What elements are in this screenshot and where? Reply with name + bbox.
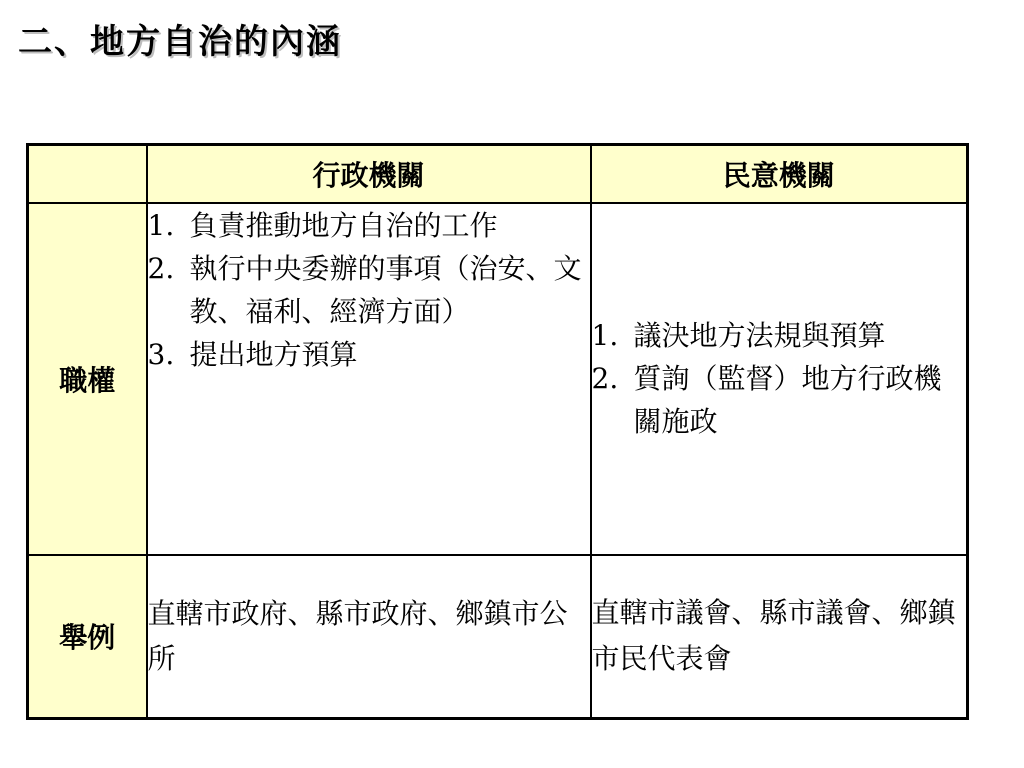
header-executive: 行政機關 xyxy=(147,145,591,203)
list-item: 1. 議決地方法規與預算 xyxy=(591,319,886,352)
list-item: 2. 質詢（監督）地方行政機關施政 xyxy=(591,362,942,438)
page-title: 二、地方自治的內涵 xyxy=(18,22,342,62)
table-row-powers xyxy=(28,203,968,555)
row-label-powers: 職權 xyxy=(28,203,147,555)
executive-powers-cell xyxy=(147,203,591,555)
table-row-examples xyxy=(28,555,968,719)
legislative-powers-list xyxy=(592,314,967,443)
legislative-examples-cell: 直轄市議會、縣市議會、鄉鎮市民代表會 xyxy=(591,555,968,719)
list-item: 1. 負責推動地方自治的工作 xyxy=(147,208,498,242)
executive-examples-cell: 直轄市政府、縣市政府、鄉鎮市公所 xyxy=(147,555,591,719)
header-corner-cell xyxy=(28,145,147,203)
list-item: 3. 提出地方預算 xyxy=(147,337,358,371)
local-autonomy-table xyxy=(26,143,969,720)
row-label-examples: 舉例 xyxy=(28,555,147,719)
table-header-row xyxy=(28,145,968,203)
legislative-powers-cell xyxy=(591,203,968,555)
header-legislative: 民意機關 xyxy=(591,145,968,203)
executive-powers-list xyxy=(148,204,590,376)
list-item: 2. 執行中央委辦的事項（治安、文教、福利、經濟方面） xyxy=(147,251,582,328)
